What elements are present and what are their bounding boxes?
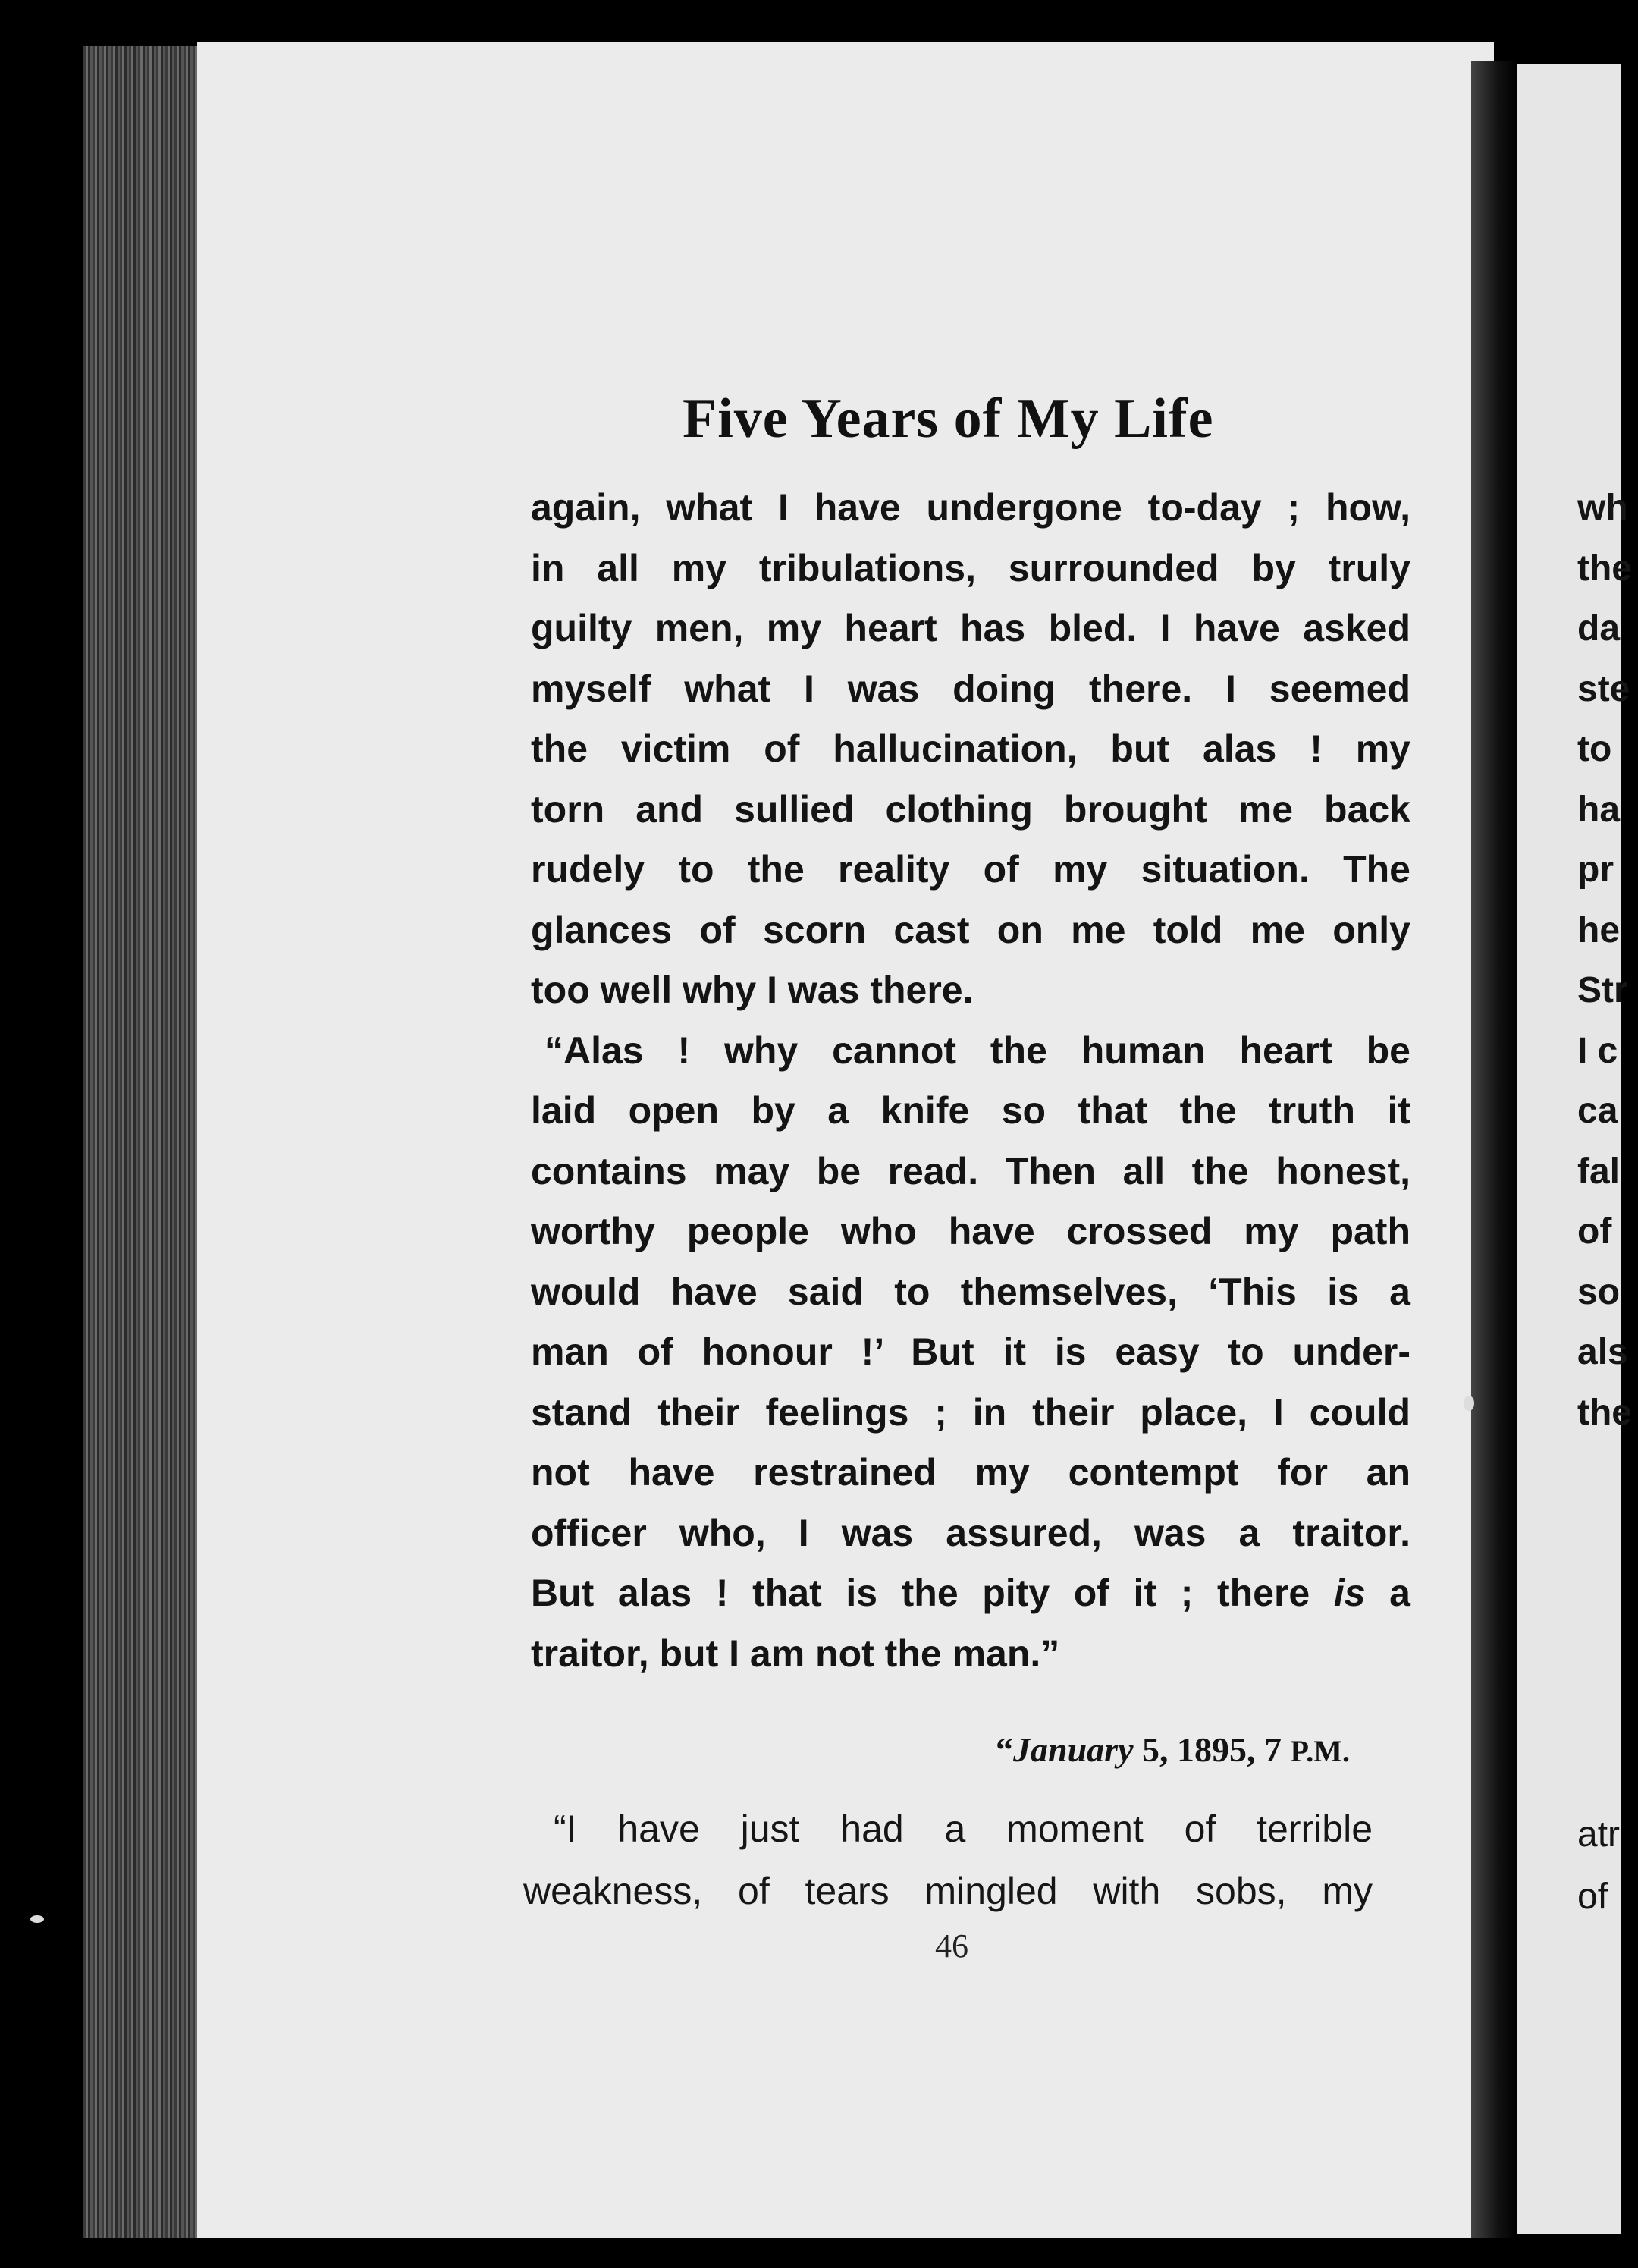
dateline-month: January (1013, 1730, 1134, 1769)
text-run: But alas ! that is the pity of it ; there (531, 1572, 1310, 1614)
fragment: als (1577, 1332, 1628, 1372)
fragment: da (1577, 608, 1621, 649)
running-head: Five Years of My Life (682, 388, 1214, 450)
text-line: weakness, of tears mingled with sobs, my (523, 1870, 1373, 1912)
fragment: of (1577, 1877, 1608, 1917)
text-line-with-italic (531, 1563, 1410, 1624)
text-line: stand their feelings ; in their place, I could (531, 1390, 1410, 1434)
facing-page-text (1577, 478, 1638, 1443)
dateline-date: 5, 1895, 7 (1141, 1730, 1282, 1769)
fragment: Str (1577, 970, 1628, 1010)
fragment: so (1577, 1271, 1621, 1312)
text-line: glances of scorn cast on me told me only (531, 908, 1410, 951)
fragment: he (1577, 909, 1621, 950)
text-line: too well why I was there. (531, 969, 974, 1011)
fragment: the (1577, 548, 1632, 589)
page-number: 46 (935, 1927, 968, 1965)
fragment: atr (1577, 1814, 1621, 1855)
text-line: would have said to themselves, ‘This is a (531, 1270, 1410, 1313)
fragment: ca (1577, 1091, 1618, 1131)
text-line: torn and sullied clothing brought me back (531, 787, 1410, 831)
text-line: “Alas ! why cannot the human heart be (544, 1029, 1410, 1072)
fragment: I c (1577, 1030, 1618, 1071)
fragment: of (1577, 1211, 1612, 1252)
fragment: ste (1577, 668, 1630, 709)
italic-word: is (1333, 1572, 1366, 1614)
scan-speck (1464, 1396, 1474, 1411)
text-line: myself what I was doing there. I seemed (531, 667, 1410, 710)
text-line: rudely to the reality of my situation. The (531, 848, 1410, 891)
text-line: traitor, but I am not the man.” (531, 1632, 1060, 1675)
fragment: to (1577, 729, 1612, 769)
text-line: officer who, I was assured, was a traitor. (531, 1511, 1410, 1554)
fragment: ha (1577, 789, 1621, 830)
dateline-quote: “ (996, 1730, 1013, 1769)
text-run: a (1389, 1572, 1410, 1614)
text-line: not have restrained my contempt for an (531, 1451, 1410, 1494)
text-line: the victim of hallucination, but alas ! my (531, 727, 1410, 770)
text-line: again, what I have undergone to-day ; how, (531, 486, 1410, 529)
fragment: the (1577, 1392, 1632, 1433)
scan-speck (30, 1915, 44, 1923)
text-line: in all my tribulations, surrounded by truly (531, 546, 1410, 589)
text-line: guilty men, my heart has bled. I have asked (531, 607, 1410, 649)
text-line: man of honour !’ But it is easy to under- (531, 1330, 1410, 1373)
body-text (531, 478, 1410, 1684)
dateline-time-suffix: P.M. (1290, 1734, 1350, 1768)
fragment: fal (1577, 1151, 1621, 1192)
journal-entry-text (523, 1798, 1373, 1922)
fragment: pr (1577, 850, 1614, 890)
facing-page-text-lower (1577, 1804, 1638, 1928)
fragment: wh (1577, 488, 1628, 528)
text-line: contains may be read. Then all the honest, (531, 1149, 1410, 1192)
text-line: worthy people who have crossed my path (531, 1210, 1410, 1252)
text-line: laid open by a knife so that the truth it (531, 1089, 1410, 1132)
book-gutter (1471, 61, 1517, 2238)
text-line: “I have just had a moment of terrible (554, 1808, 1373, 1850)
journal-dateline (940, 1729, 1350, 1770)
book-edge (83, 46, 197, 2238)
